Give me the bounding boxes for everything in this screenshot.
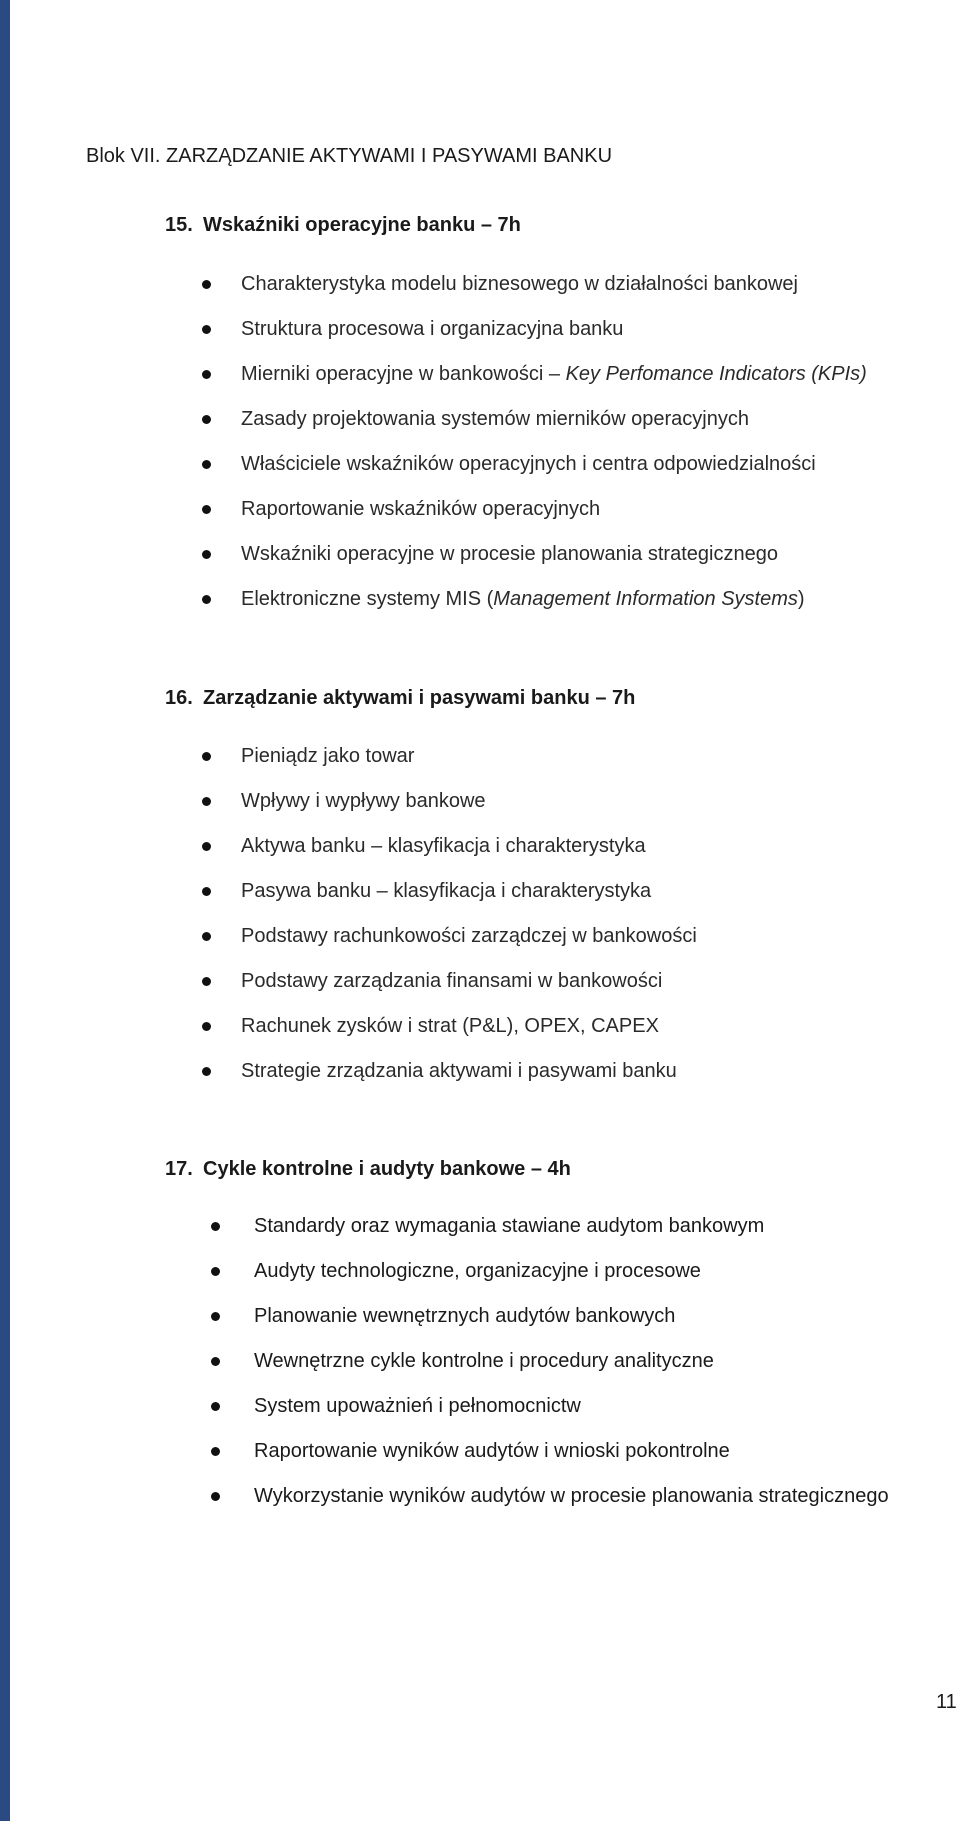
list-item: Zasady projektowania systemów mierników operacyjnych: [241, 408, 749, 430]
section-title: Zarządzanie aktywami i pasywami banku – 7h: [203, 687, 636, 709]
section-title: Wskaźniki operacyjne banku – 7h: [203, 214, 521, 236]
page-number: 11: [936, 1691, 957, 1713]
bullet-icon: [202, 325, 211, 334]
list-item: Pieniądz jako towar: [241, 745, 415, 767]
bullet-icon: [202, 797, 211, 806]
list-item: System upoważnień i pełnomocnictw: [254, 1395, 581, 1417]
list-item: Wpływy i wypływy bankowe: [241, 790, 486, 812]
bullet-icon: [202, 505, 211, 514]
bullet-icon: [202, 550, 211, 559]
section-heading: [165, 684, 635, 712]
list-item: Standardy oraz wymagania stawiane audytom bankowym: [254, 1215, 765, 1237]
section-number: 15.: [165, 214, 193, 236]
section-heading: [165, 211, 521, 239]
bullet-icon: [202, 977, 211, 986]
list-item: Struktura procesowa i organizacyjna banku: [241, 318, 624, 340]
section-title: Cykle kontrolne i audyty bankowe – 4h: [203, 1158, 571, 1180]
list-item: Właściciele wskaźników operacyjnych i centra odpowiedzialności: [241, 453, 816, 475]
left-margin-stripe: [0, 0, 10, 1821]
bullet-icon: [202, 842, 211, 851]
list-item: Aktywa banku – klasyfikacja i charakterystyka: [241, 835, 646, 857]
list-item: Charakterystyka modelu biznesowego w działalności bankowej: [241, 273, 798, 295]
bullet-icon: [202, 460, 211, 469]
bullet-icon: [202, 887, 211, 896]
list-item: Pasywa banku – klasyfikacja i charakterystyka: [241, 880, 652, 902]
bullet-icon: [202, 1067, 211, 1076]
list-item: Rachunek zysków i strat (P&L), OPEX, CAPEX: [241, 1015, 659, 1037]
bullet-icon: [211, 1312, 220, 1321]
bullet-icon: [202, 280, 211, 289]
section-heading: [165, 1155, 571, 1183]
bullet-icon: [202, 415, 211, 424]
bullet-icon: [211, 1357, 220, 1366]
bullet-icon: [202, 370, 211, 379]
list-item: Wskaźniki operacyjne w procesie planowania strategicznego: [241, 543, 778, 565]
bullet-icon: [202, 595, 211, 604]
bullet-icon: [211, 1222, 220, 1231]
list-item: Planowanie wewnętrznych audytów bankowych: [254, 1305, 676, 1327]
list-item: Mierniki operacyjne w bankowości – Key Perfomance Indicators (KPIs): [241, 363, 867, 385]
block-title: Blok VII. ZARZĄDZANIE AKTYWAMI I PASYWAMI BANKU: [86, 145, 613, 167]
list-item: Wewnętrzne cykle kontrolne i procedury analityczne: [254, 1350, 714, 1372]
list-item: Podstawy zarządzania finansami w bankowości: [241, 970, 663, 992]
list-item: Raportowanie wyników audytów i wnioski pokontrolne: [254, 1440, 730, 1462]
list-item: Podstawy rachunkowości zarządczej w bankowości: [241, 925, 697, 947]
bullet-icon: [202, 752, 211, 761]
list-item: Raportowanie wskaźników operacyjnych: [241, 498, 601, 520]
bullet-icon: [211, 1492, 220, 1501]
list-item: Elektroniczne systemy MIS (Management Information Systems): [241, 588, 805, 610]
bullet-icon: [211, 1267, 220, 1276]
bullet-icon: [211, 1402, 220, 1411]
bullet-icon: [202, 1022, 211, 1031]
bullet-icon: [211, 1447, 220, 1456]
list-item: Audyty technologiczne, organizacyjne i procesowe: [254, 1260, 701, 1282]
list-item: Strategie zrządzania aktywami i pasywami banku: [241, 1060, 677, 1082]
section-number: 17.: [165, 1158, 193, 1180]
bullet-icon: [202, 932, 211, 941]
list-item: Wykorzystanie wyników audytów w procesie planowania strategicznego: [254, 1485, 889, 1507]
section-number: 16.: [165, 687, 193, 709]
